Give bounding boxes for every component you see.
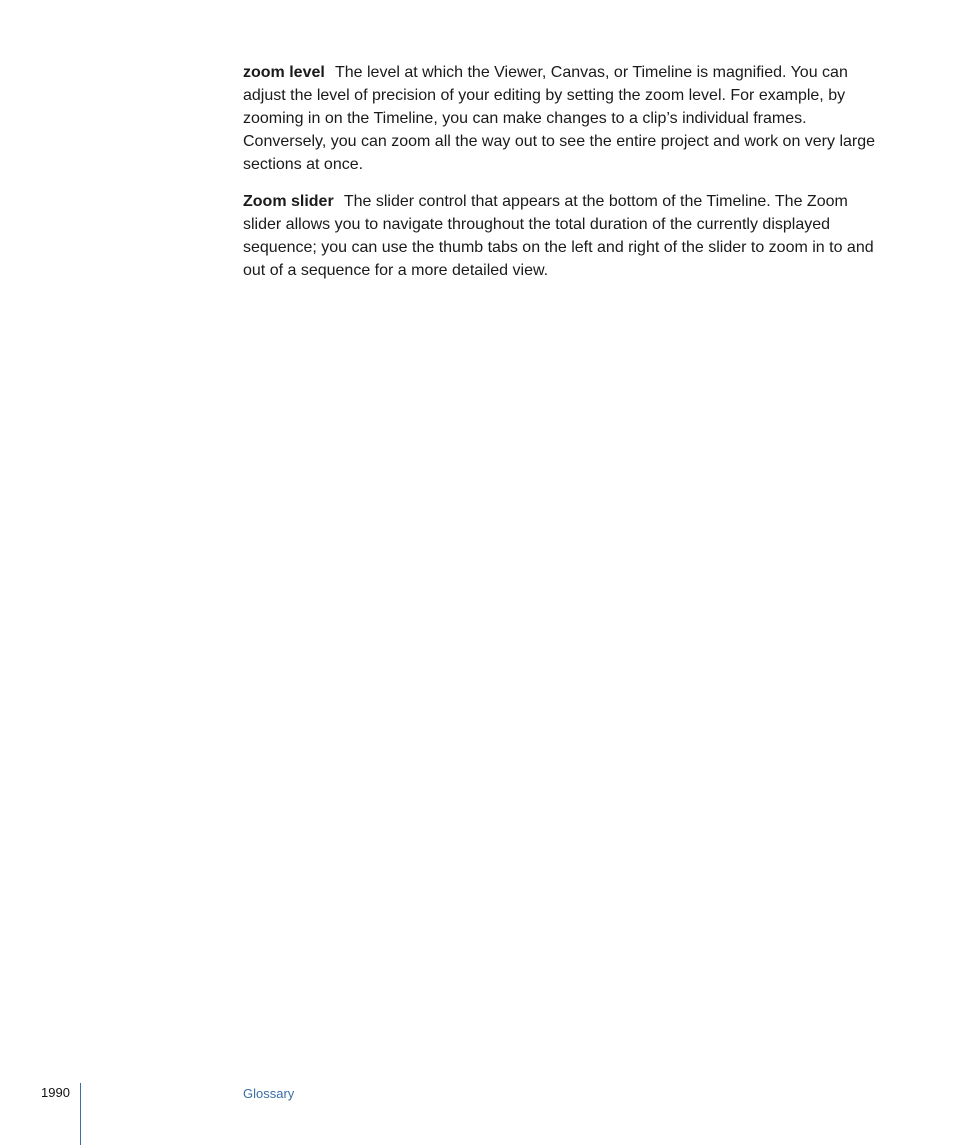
- glossary-term: zoom level: [243, 64, 325, 81]
- footer-divider: [80, 1083, 81, 1145]
- glossary-term: Zoom slider: [243, 193, 334, 210]
- glossary-definition: The slider control that appears at the bottom of the Timeline. The Zoom slider allows you to navigate throughout the total duration of the currently displayed sequence; you can use the thumb tabs on the left and right of the slider to zoom in to and out of a sequence for a more detailed view.: [243, 193, 874, 279]
- glossary-entry-zoom-slider: [243, 190, 883, 282]
- glossary-entry-zoom-level: [243, 61, 883, 176]
- page-number: 1990: [41, 1085, 70, 1100]
- glossary-definition: The level at which the Viewer, Canvas, or Timeline is magnified. You can adjust the level of precision of your editing by setting the zoom level. For example, by zooming in on the Timeline, you can make changes to a clip’s individual frames. Conversely, you can zoom all the way out to see the entire project and work on very large sections at once.: [243, 64, 876, 173]
- glossary-content: [243, 61, 883, 296]
- section-title: Glossary: [243, 1086, 295, 1101]
